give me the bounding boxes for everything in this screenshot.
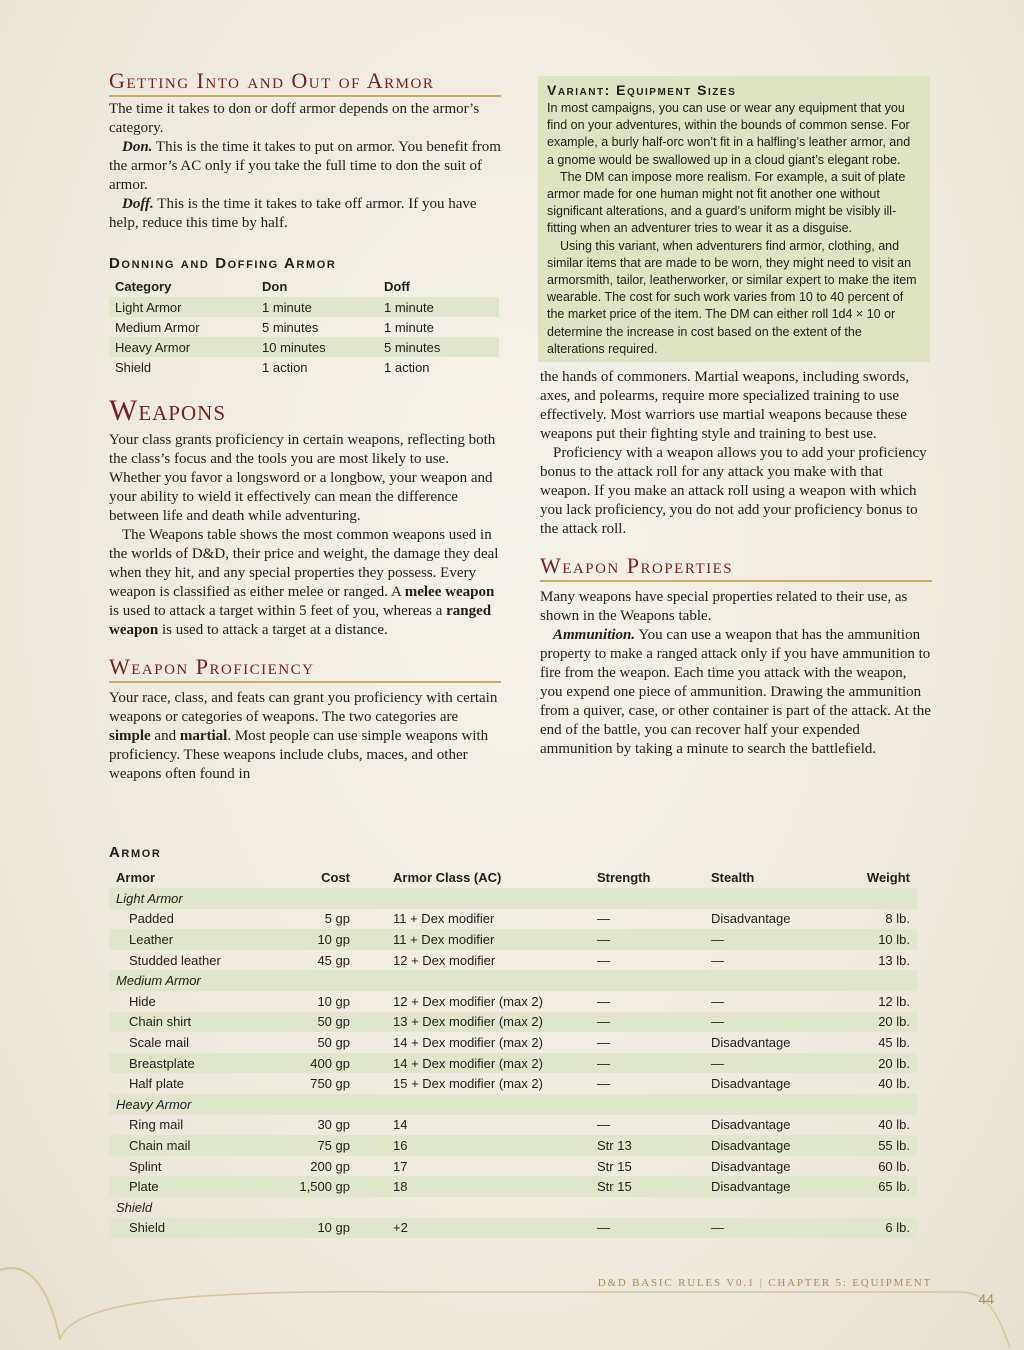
table-cell: Padded [129,911,174,927]
table-cell: — [597,1117,610,1133]
paragraph-weapon-types [109,526,501,640]
armor-category-row [109,1094,917,1115]
term-doff: Doff. [122,196,154,212]
table-cell: 14 + Dex modifier (max 2) [393,1034,543,1050]
term-ammunition: Ammunition. [553,627,636,644]
table-cell: Disadvantage [704,1135,828,1156]
table-row [109,1053,917,1074]
paragraph: The time it takes to don or doff armor depends on the armor’s category. [109,101,480,136]
column-header: Stealth [711,869,755,885]
armor-category-label: Light Armor [109,888,917,909]
table-row [109,1135,917,1156]
column-header: Strength [597,869,651,885]
left-column [109,68,501,784]
table-cell: 30 gp [317,1117,350,1133]
text-run: . Most people can use simple weapons with proficiency. These weapons include clubs, maces, and other weapons often found in [109,728,489,782]
table-row [109,337,499,357]
armor-category-label: Shield [116,1199,153,1215]
text-run: Your race, class, and feats can grant you proficiency with certain weapons or categories of weapons. The two categories are [109,690,498,725]
table-cell: — [590,1053,704,1074]
table-row [109,1156,917,1177]
table-cell: — [590,929,704,950]
table-cell: 1 minute [384,319,434,335]
page-footer: D&D BASIC RULES V0.1 | CHAPTER 5: EQUIPMENT [597,1277,932,1289]
table-cell: — [597,993,610,1009]
table-cell: 8 lb. [885,911,910,927]
armor-category-row [109,888,917,909]
table-cell: 5 gp [324,911,350,927]
table-cell: Half plate [129,1076,184,1092]
table-cell: 75 gp [273,1135,357,1156]
text-run: The Weapons table shows the most common weapons used in the worlds of D&D, their price and weight, the damage they deal when they hit, and any special properties they possess. Every weapon is classified as either melee or ranged. A [109,527,499,600]
table-cell: Scale mail [129,1034,189,1050]
table-cell: — [590,1012,704,1033]
armor-table-block [109,844,917,1238]
table-cell: Disadvantage [711,1158,791,1174]
table-cell: — [704,929,828,950]
table-cell: 10 gp [273,929,357,950]
column-header: Armor [116,869,156,885]
table-cell: 40 lb. [878,1117,910,1133]
table-cell: 1 minute [256,297,378,317]
table-cell: — [597,1034,610,1050]
table-cell: Leather [109,929,273,950]
table-row [109,929,917,950]
table-cell: 20 lb. [828,1053,917,1074]
table-cell: 12 lb. [878,993,910,1009]
sidebar-title: Variant: Equipment Sizes [547,82,737,98]
table-row [109,1176,917,1197]
doff-text: This is the time it takes to take off armor. If you have help, reduce this time by half. [109,196,477,231]
table-cell: — [597,1076,610,1092]
paragraph-proficiency [109,689,501,784]
table-cell: 14 [393,1117,408,1133]
table-cell: 750 gp [310,1076,350,1092]
table-cell: 10 gp [317,993,350,1009]
table-cell: 200 gp [310,1158,350,1174]
term-ranged-weapon: ranged weapon [109,603,492,638]
table-cell: Disadvantage [711,1076,791,1092]
table-row [109,1012,917,1033]
armor-category-label: Medium Armor [109,970,917,991]
text-run: is used to attack a target at a distance. [158,622,388,638]
paragraph: Proficiency with a weapon allows you to add your proficiency bonus to the attack roll for any attack you make with that weapon. If you make an attack roll using a weapon with which you lack proficiency, you do not add your proficiency bonus to the attack roll. [540,445,927,538]
column-header: Don [262,279,288,294]
table-row [109,317,499,337]
column-header: Weight [866,869,910,885]
table-cell: Str 15 [597,1158,632,1174]
table-cell: 12 + Dex modifier [393,952,496,968]
table-cell: Studded leather [129,952,221,968]
table-cell: Chain shirt [109,1012,273,1033]
text-run: and [150,728,180,744]
table-cell: Medium Armor [115,319,200,335]
table-cell: Chain mail [109,1135,273,1156]
table-cell: 10 lb. [828,929,917,950]
sidebar-paragraph: The DM can impose more realism. For example, a suit of plate armor made for one human might not fit another one without significant alterations, and a guard’s uniform might be visibly ill-fitting when an adventurer tries to wear it as a disguise. [547,169,906,236]
table-cell: Splint [129,1158,162,1174]
table-cell: 16 [357,1135,590,1156]
table-cell: 20 lb. [828,1012,917,1033]
table-cell: 1 minute [378,297,499,317]
table-cell: 6 lb. [828,1218,917,1239]
table-row [109,1218,917,1239]
text-run: is used to attack a target within 5 feet of you, whereas a [109,603,447,619]
section-heading-armor-donning: Getting Into and Out of Armor [109,68,501,97]
table-row [109,297,499,317]
table-title-armor: Armor [109,844,162,861]
sidebar-variant-equipment-sizes [538,76,930,362]
table-cell: Light Armor [109,297,256,317]
table-cell: Breastplate [109,1053,273,1074]
table-cell: 65 lb. [828,1176,917,1197]
table-cell: — [711,952,724,968]
term-don: Don. [122,139,153,155]
table-cell: 50 gp [273,1012,357,1033]
table-cell: 14 + Dex modifier (max 2) [357,1053,590,1074]
table-row [109,909,917,930]
page-number: 44 [978,1291,994,1307]
table-cell: 60 lb. [878,1158,910,1174]
table-cell: Shield [109,1218,273,1239]
table-cell: Shield [115,359,152,375]
armor-category-row [109,1197,917,1218]
table-cell: — [704,1012,828,1033]
chapter-heading-weapons: Weapons [109,394,226,427]
table-row [109,950,917,971]
column-header: Armor Class (AC) [393,869,502,885]
section-heading-weapon-properties: Weapon Properties [540,553,932,582]
table-cell: — [711,993,724,1009]
table-cell: 40 lb. [878,1076,910,1092]
table-row [109,991,917,1012]
table-cell: Disadvantage [711,911,791,927]
table-cell: — [597,911,610,927]
table-cell: 12 + Dex modifier (max 2) [393,993,543,1009]
paragraph: Your class grants proficiency in certain weapons, reflecting both the class’s focus and the tools you are most likely to use. Whether you favor a longsword or a longbow, your weapon and your ability to wield it effectively can mean the difference between life and death while adventuring. [109,432,496,524]
table-cell: 400 gp [273,1053,357,1074]
table-cell: 15 + Dex modifier (max 2) [393,1076,543,1092]
table-row [109,1115,917,1136]
table-cell: 18 [357,1176,590,1197]
paragraph-doff [109,195,501,233]
page-corner-flourish [0,1230,1024,1350]
table-cell: 1,500 gp [273,1176,357,1197]
table-cell: 50 gp [317,1034,350,1050]
table-cell: 1 action [262,359,308,375]
table-cell: 5 minutes [378,337,499,357]
table-cell: 11 + Dex modifier [357,929,590,950]
table-row [109,357,499,377]
term-martial: martial [179,728,228,744]
table-cell: — [597,952,610,968]
don-text: This is the time it takes to put on armor. You benefit from the armor’s AC only if you take the full time to don the suit of armor. [109,139,501,193]
armor-category-label: Heavy Armor [109,1094,917,1115]
right-column [540,76,932,759]
sidebar-paragraph: In most campaigns, you can use or wear any equipment that you find on your adventures, within the bounds of common sense. For example, a burly half-orc won’t fit in a halfling’s leather armor, and a gnome would be swallowed up in a cloud giant’s elegant robe. [547,101,911,167]
ammunition-text: You can use a weapon that has the ammunition property to make a ranged attack only if you have ammunition to fire from the weapon. Each time you attack with the weapon, you expend one piece of ammunition. Drawing the ammunition from a quiver, case, or other container is part of the attack. At the end of the battle, you can recover half your expended ammunition by taking a minute to search the battlefield. [540,627,931,758]
table-cell: Disadvantage [711,1034,791,1050]
table-cell: 55 lb. [828,1135,917,1156]
table-cell: 13 lb. [878,952,910,968]
sidebar-paragraph: Using this variant, when adventurers find armor, clothing, and similar items that are made to be worn, they might need to visit an armorsmith, tailor, leatherworker, or similar expert to make the item wearable. The cost for such work varies from 10 to 40 percent of the market price of the item. The DM can either roll 1d4 × 10 or determine the increase in cost based on the extent of the alterations required. [547,238,917,356]
table-row [109,1032,917,1053]
column-header: Cost [321,869,350,885]
table-cell: — [704,1218,828,1239]
table-cell: 10 gp [273,1218,357,1239]
section-heading-weapon-proficiency: Weapon Proficiency [109,654,501,683]
table-row [109,1073,917,1094]
table-cell: 17 [393,1158,408,1174]
table-cell: 10 minutes [256,337,378,357]
term-simple: simple [109,728,151,744]
table-cell: 45 lb. [878,1034,910,1050]
table-cell: Ring mail [129,1117,184,1133]
table-cell: Str 15 [590,1176,704,1197]
paragraph: the hands of commoners. Martial weapons, including swords, axes, and polearms, require more specialized training to use effectively. Most warriors use martial weapons because these weapons put their fighting style and training to best use. [540,369,910,443]
table-cell: Disadvantage [704,1176,828,1197]
paragraph-ammunition [540,626,932,759]
column-header: Doff [384,279,410,294]
table-cell: 1 action [384,359,430,375]
table-cell: 45 gp [317,952,350,968]
table-cell: Plate [109,1176,273,1197]
term-melee-weapon: melee weapon [404,584,495,600]
table-cell: 11 + Dex modifier [393,911,495,927]
table-cell: Disadvantage [711,1117,791,1133]
table-cell: — [704,1053,828,1074]
table-cell: Str 13 [590,1135,704,1156]
column-header: Category [115,279,172,294]
table-cell: 5 minutes [262,319,319,335]
table-cell: 13 + Dex modifier (max 2) [357,1012,590,1033]
table-cell: +2 [357,1218,590,1239]
donning-doffing-table [109,276,499,377]
armor-table [109,866,917,1238]
paragraph: Many weapons have special properties related to their use, as shown in the Weapons table. [540,589,908,625]
paragraph-don [109,138,501,195]
table-cell: Hide [129,993,156,1009]
table-cell: Heavy Armor [109,337,256,357]
armor-category-row [109,970,917,991]
table-cell: — [590,1218,704,1239]
table-title-donning-doffing: Donning and Doffing Armor [109,255,337,272]
